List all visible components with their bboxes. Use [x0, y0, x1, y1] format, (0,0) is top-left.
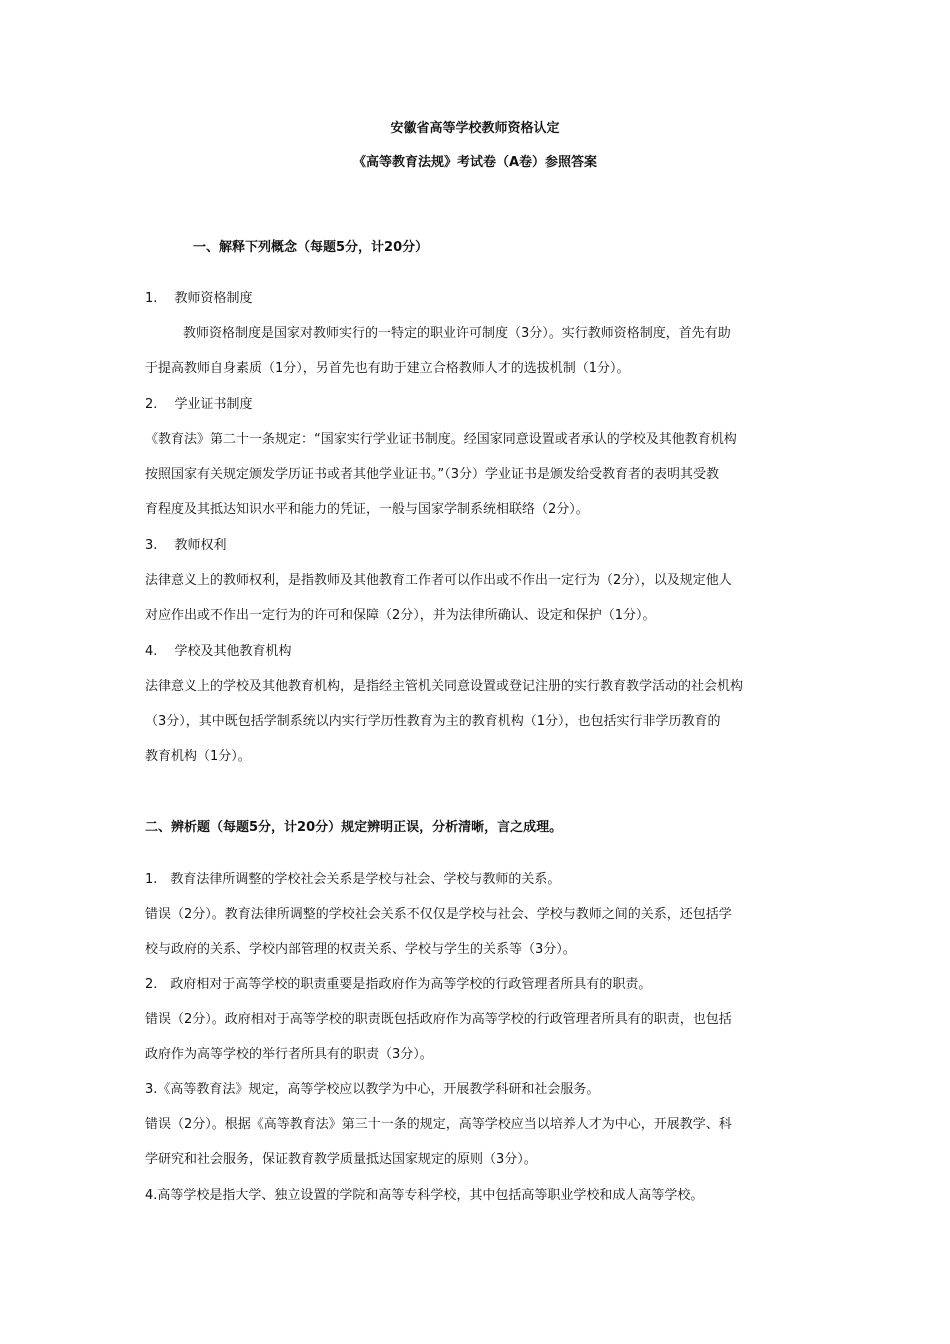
section2-item4-title: 4.高等学校是指大学、独立设置的学院和高等专科学校，其中包括高等职业学校和成人高等学校。	[145, 1188, 704, 1203]
section1-item2-title: 2. 学业证书制度	[145, 397, 253, 412]
section1-item3-line1: 法律意义上的教师权利，是指教师及其他教育工作者可以作出或不作出一定行为（2分），以及规定他人	[145, 573, 732, 588]
section1-item1-title: 1. 教师资格制度	[145, 291, 253, 306]
section2-heading: 二、辨析题（每题5分，计20分）规定辨明正误，分析清晰，言之成理。	[145, 820, 563, 835]
section1-item2-line2: 按照国家有关规定颁发学历证书或者其他学业证书。”（3分）学业证书是颁发给受教育者的表明其受教	[145, 467, 720, 482]
section2-item1-title: 1. 教育法律所调整的学校社会关系是学校与社会、学校与教师的关系。	[145, 872, 561, 887]
section2-item3-title: 3.《高等教育法》规定，高等学校应以教学为中心，开展教学科研和社会服务。	[145, 1082, 600, 1097]
section1-heading: 一、解释下列概念（每题5分，计20分）	[193, 240, 429, 255]
section1-item3-title: 3. 教师权利	[145, 538, 227, 553]
section2-item2-line2: 政府作为高等学校的举行者所具有的职责（3分）。	[145, 1047, 433, 1062]
section1-item2-line3: 育程度及其抵达知识水平和能力的凭证，一般与国家学制系统相联络（2分）。	[145, 502, 589, 517]
section1-item2-line1: 《教育法》第二十一条规定：“国家实行学业证书制度。经国家同意设置或者承认的学校及其他教育机构	[145, 432, 737, 447]
section1-item4-title: 4. 学校及其他教育机构	[145, 644, 292, 659]
section1-item3-line2: 对应作出或不作出一定行为的许可和保障（2分），并为法律所确认、设定和保护（1分）。	[145, 608, 656, 623]
section2-item2-title: 2. 政府相对于高等学校的职责重要是指政府作为高等学校的行政管理者所具有的职责。	[145, 977, 652, 992]
section2-item1-line1: 错误（2分）。教育法律所调整的学校社会关系不仅仅是学校与社会、学校与教师之间的关系，还包括学	[145, 907, 732, 922]
section1-item1-line2: 于提高教师自身素质（1分），另首先也有助于建立合格教师人才的选拔机制（1分）。	[145, 361, 630, 376]
document-title-line2: 《高等教育法规》考试卷（A卷）参照答案	[352, 155, 598, 170]
document-title-line1: 安徽省高等学校教师资格认定	[390, 121, 560, 136]
section2-item3-line2: 学研究和社会服务，保证教育教学质量抵达国家规定的原则（3分）。	[145, 1152, 537, 1167]
section2-item2-line1: 错误（2分）。政府相对于高等学校的职责既包括政府作为高等学校的行政管理者所具有的职责，也包括	[145, 1012, 732, 1027]
section1-item4-line3: 教育机构（1分）。	[145, 749, 251, 764]
section1-item4-line1: 法律意义上的学校及其他教育机构，是指经主管机关同意设置或登记注册的实行教育教学活动的社会机构	[145, 679, 744, 694]
section2-item3-line1: 错误（2分）。根据《高等教育法》第三十一条的规定，高等学校应当以培养人才为中心，开展教学、科	[145, 1117, 732, 1132]
section2-item1-line2: 校与政府的关系、学校内部管理的权责关系、学校与学生的关系等（3分）。	[145, 942, 576, 957]
section1-item1-line1: 教师资格制度是国家对教师实行的一特定的职业许可制度（3分）。实行教师资格制度，首先有助	[183, 326, 731, 341]
section1-item4-line2: （3分），其中既包括学制系统以内实行学历性教育为主的教育机构（1分），也包括实行非学历教育的	[145, 714, 721, 729]
